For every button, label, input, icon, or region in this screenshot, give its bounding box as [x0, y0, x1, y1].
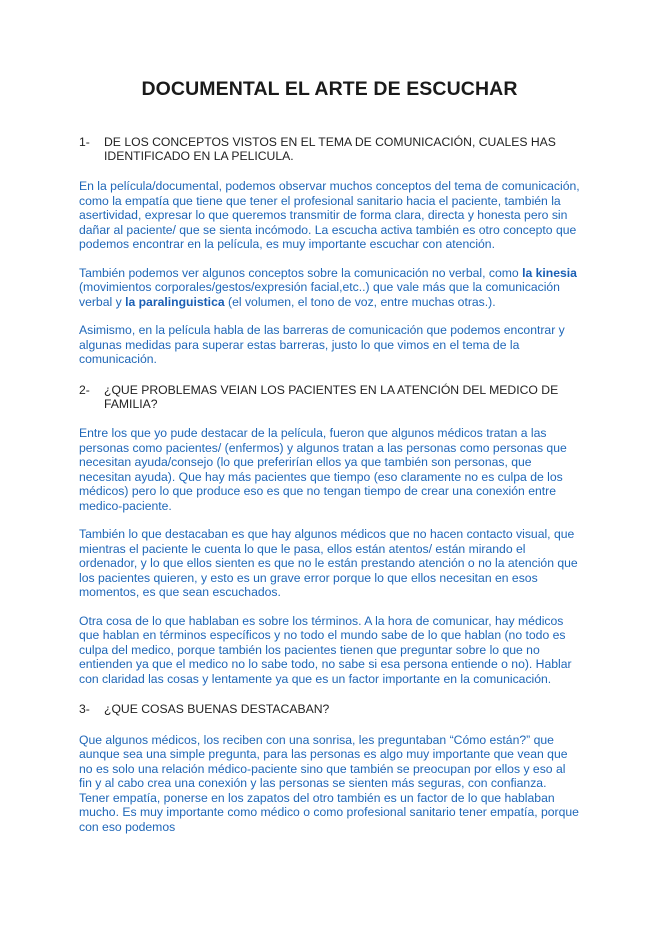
question-number: 1-: [79, 135, 90, 149]
answer-paragraph: Asimismo, en la película habla de las barreras de comunicación que podemos encontrar y algunas medidas para superar estas barreras, justo lo que vimos en el tema de la comunicación.: [79, 323, 565, 367]
document-title: DOCUMENTAL EL ARTE DE ESCUCHAR: [141, 78, 518, 100]
paragraph-text: (el volumen, el tono de voz, entre muchas otras.).: [224, 294, 496, 309]
question-number: 2-: [79, 382, 90, 397]
question-1: [79, 135, 580, 163]
answer-paragraph: Otra cosa de lo que hablaban es sobre los términos. A la hora de comunicar, hay médicos que hablan en términos específicos y no todo el mundo sabe de lo que hablan (no todo es culpa del medico, porque también los pacientes tienen que preguntar sobre lo que no entienden ya que el medico no lo sabe todo, no sabe si esa persona entiende o no). Hablar con claridad las cosas y lentamente ya que es un factor importante en la comunicación.: [79, 613, 572, 686]
question-3: [79, 702, 580, 716]
question-text: ¿QUE COSAS BUENAS DESTACABAN?: [104, 702, 330, 717]
question-2: [79, 383, 580, 411]
answer-paragraph: En la película/documental, podemos observar muchos conceptos del tema de comunicación, como la empatía que tiene que tener el profesional sanitario hacia el paciente, también la asertividad, expresar lo que queremos transmitir de forma clara, directa y honesta pero sin dañar al paciente/ que se sienta incómodo. La escucha activa también es otro concepto que podemos encontrar en la película, es muy importante escuchar con atención.: [79, 179, 580, 252]
question-number: 3-: [79, 702, 90, 717]
question-text: ¿QUE PROBLEMAS VEIAN LOS PACIENTES EN LA ATENCIÓN DEL MEDICO DE FAMILIA?: [104, 382, 559, 412]
paragraph-text: (movimientos corporales/gestos/expresión facial,etc..) que vale más que la comunicación verbal y: [79, 280, 560, 309]
answer-paragraph: Que algunos médicos, los reciben con una sonrisa, les preguntaban “Cómo están?” que aunque sea una simple pregunta, para las personas es algo muy importante que vean que no es solo una relación médico-paciente sino que también se preocupan por ellos y eso al fin y al cabo crea una conexión y las personas se sienten más seguras, con confianza. Tener empatía, ponerse en los zapatos del otro también es un factor de lo que hablaban mucho. Es muy importante como médico o como profesional sanitario tener empatía, porque con eso podemos: [79, 732, 579, 834]
paragraph-text: También podemos ver algunos conceptos sobre la comunicación no verbal, como: [79, 265, 523, 280]
question-text: DE LOS CONCEPTOS VISTOS EN EL TEMA DE COMUNICACIÓN, CUALES HAS IDENTIFICADO EN LA PELICULA.: [104, 135, 556, 164]
bold-term-paralinguistica: la paralinguistica: [125, 294, 225, 309]
answer-paragraph: También lo que destacaban es que hay algunos médicos que no hacen contacto visual, que mientras el paciente le cuenta lo que le pasa, ellos están atentos/ están mirando el ordenador, y lo que ellos sienten es que no le están prestando atención o no la atención que los pacientes quieren, y esto es un grave error porque lo que ellos necesitan en esos momentos, es que sean escuchados.: [79, 527, 578, 600]
answer-paragraph: [79, 266, 580, 310]
bold-term-kinesia: la kinesia: [522, 265, 577, 280]
document-page: [0, 78, 655, 926]
answer-paragraph: Entre los que yo pude destacar de la película, fueron que algunos médicos tratan a las personas como pacientes/ (enfermos) y algunos tratan a las personas como personas que necesitan ayuda/consejo (lo que preferirían ellos ya que también son personas, que necesitan ayuda). Que hay más pacientes que tiempo (eso claramente no es culpa de los médicos) pero lo que produce eso es que no tengan tiempo de crear una conexión entre medico-paciente.: [79, 426, 567, 513]
